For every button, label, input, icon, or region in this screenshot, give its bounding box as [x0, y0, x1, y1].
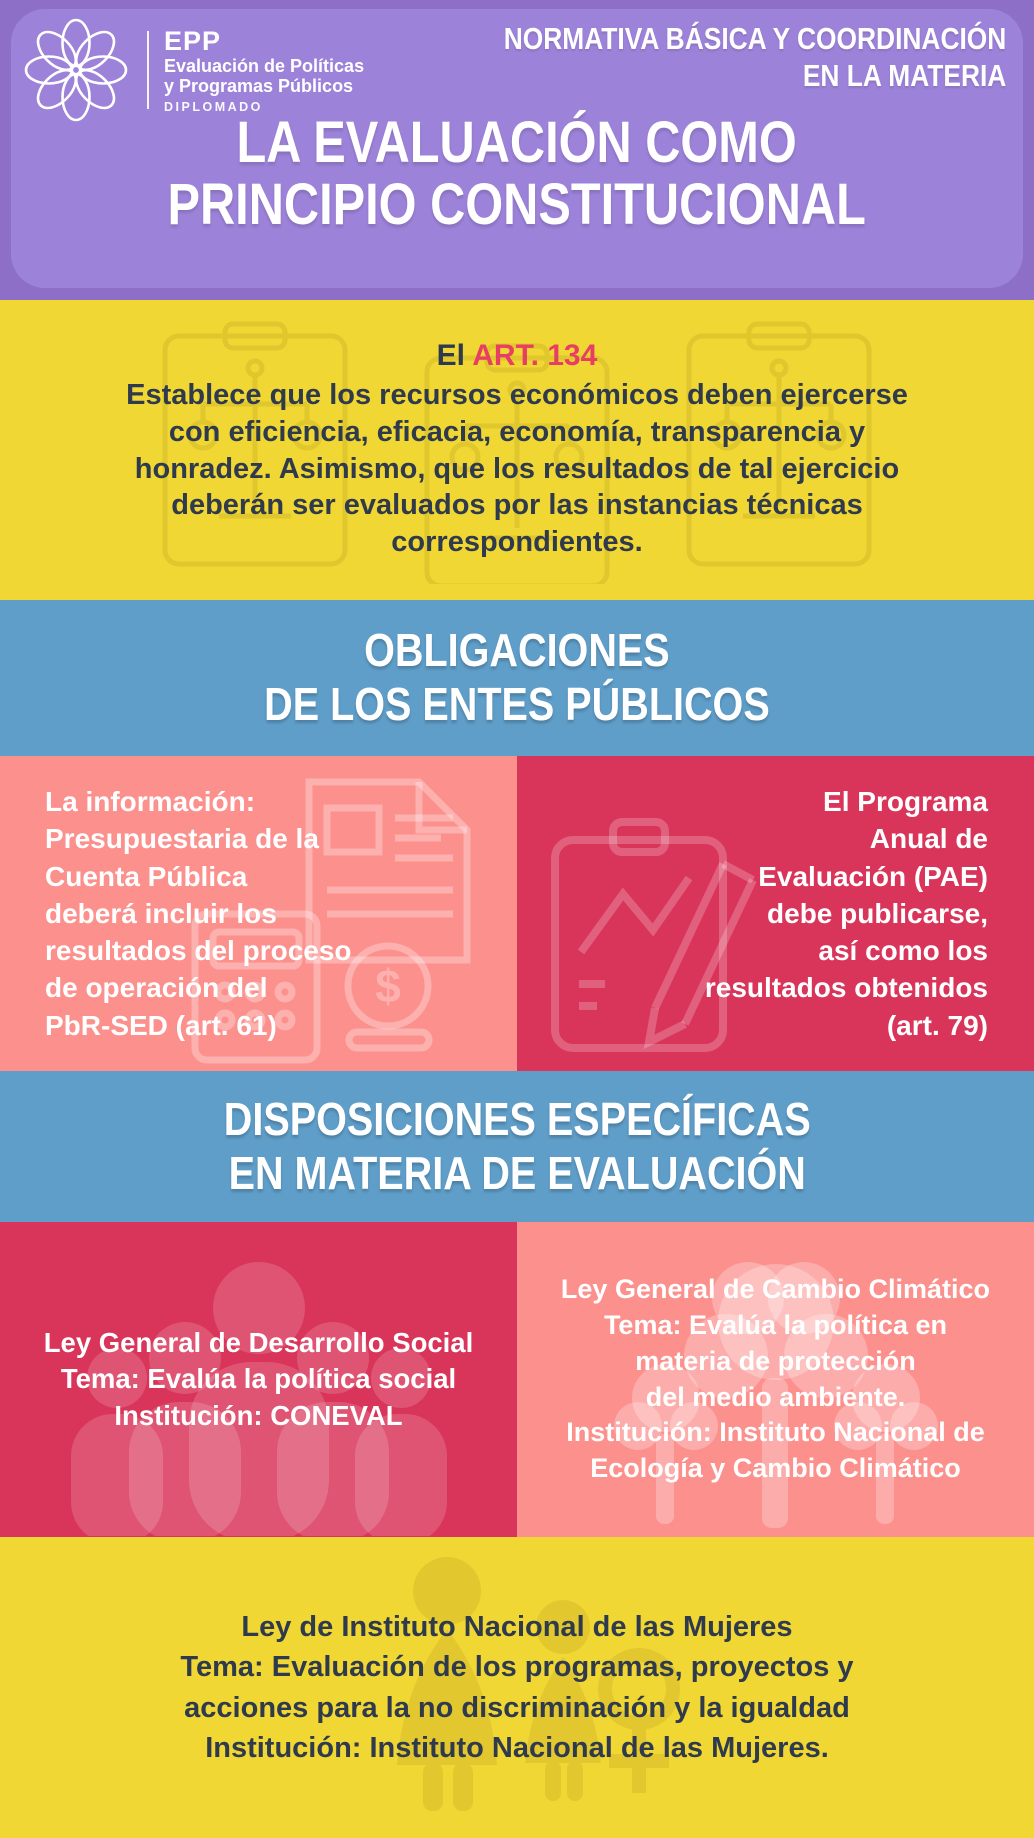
logo-subtitle: DIPLOMADO	[164, 100, 263, 115]
pae-card	[517, 756, 1034, 1071]
svg-text:$: $	[375, 960, 401, 1012]
pae-card-line: así como los	[818, 935, 988, 967]
logo-text	[164, 26, 364, 115]
title-line1: LA EVALUACIÓN COMO	[236, 110, 798, 175]
budget-card-line: resultados del proceso	[45, 935, 352, 967]
header-section	[0, 0, 1034, 300]
women-card-text	[180, 1607, 853, 1767]
title-line2: PRINCIPIO CONSTITUCIONAL	[167, 172, 867, 238]
pae-card-line: (art. 79)	[886, 1009, 988, 1041]
article-lead-prefix: El	[436, 338, 473, 372]
article-134-section	[0, 300, 1034, 600]
article-body-line: con eficiencia, eficacia, economía, transparencia y	[168, 415, 866, 448]
social-card-line: Ley General de Desarrollo Social	[43, 1326, 474, 1358]
women-card-line: Ley de Instituto Nacional de las Mujeres	[241, 1611, 793, 1644]
women-card-line: acciones para la no discriminación y la igualdad	[184, 1691, 850, 1724]
logo-name-line1: Evaluación de Políticas	[164, 55, 365, 76]
pae-card-line: El Programa	[823, 786, 988, 818]
climate-change-card	[517, 1222, 1034, 1537]
kicker-line2: EN LA MATERIA	[802, 58, 1006, 94]
dispositions-cards-row	[0, 1222, 1034, 1537]
social-card-line: Tema: Evalúa la política social	[60, 1363, 457, 1395]
climate-card-line: del medio ambiente.	[645, 1381, 906, 1412]
pae-card-line: Evaluación (PAE)	[758, 860, 988, 892]
article-body-line: honradez. Asimismo, que los resultados de tal ejercicio	[134, 452, 900, 485]
dispositions-heading	[224, 1093, 811, 1201]
logo-acronym: EPP	[164, 25, 222, 56]
budget-card-line: de operación del	[45, 972, 268, 1004]
logo-divider	[147, 31, 149, 109]
climate-card-line: materia de protección	[635, 1345, 916, 1376]
pae-card-text	[517, 783, 1034, 1044]
article-lead	[437, 339, 598, 373]
social-card-line: Institución: CONEVAL	[114, 1399, 403, 1431]
pae-card-line: debe publicarse,	[767, 897, 988, 929]
women-card-line: Institución: Instituto Nacional de las Mujeres.	[205, 1731, 829, 1764]
kicker-line1: NORMATIVA BÁSICA Y COORDINACIÓN	[503, 21, 1006, 56]
social-card-text	[0, 1325, 517, 1435]
pae-card-line: Anual de	[869, 823, 988, 855]
social-development-card	[0, 1222, 517, 1537]
article-body-line: deberán ser evaluados por las instancias técnicas	[171, 489, 863, 522]
climate-card-line: Ecología y Cambio Climático	[590, 1453, 961, 1484]
article-body	[126, 377, 908, 561]
budget-card-line: La información:	[45, 786, 256, 818]
budget-card-text	[0, 783, 517, 1044]
obligations-heading-band	[0, 600, 1034, 756]
climate-card-text	[517, 1272, 1034, 1487]
budget-card-line: PbR-SED (art. 61)	[45, 1009, 277, 1041]
women-card	[0, 1537, 1034, 1838]
logo-name-line2: y Programas Públicos	[164, 76, 354, 97]
climate-card-line: Tema: Evalúa la política en	[603, 1309, 948, 1340]
climate-card-line: Ley General de Cambio Climático	[560, 1273, 991, 1304]
obligations-heading-line1: OBLIGACIONES	[364, 624, 670, 677]
obligations-cards-row	[0, 756, 1034, 1071]
dispositions-heading-line2: EN MATERIA DE EVALUACIÓN	[228, 1146, 806, 1199]
header-kicker	[503, 20, 1006, 94]
article-body-line: correspondientes.	[391, 526, 643, 559]
budget-card-line: Cuenta Pública	[45, 860, 248, 892]
article-body-line: Establece que los recursos económicos deben ejercerse	[126, 378, 908, 411]
dispositions-heading-line1: DISPOSICIONES ESPECÍFICAS	[223, 1092, 811, 1145]
budget-card-line: deberá incluir los	[45, 897, 277, 929]
budget-card-line: Presupuestaria de la	[45, 823, 319, 855]
page-title	[0, 112, 1034, 236]
climate-card-line: Institución: Instituto Nacional de	[566, 1417, 985, 1448]
dispositions-heading-band	[0, 1071, 1034, 1222]
obligations-heading-line2: DE LOS ENTES PÚBLICOS	[264, 678, 770, 730]
women-card-line: Tema: Evaluación de los programas, proyectos y	[180, 1651, 854, 1684]
flower-logo-icon	[20, 14, 132, 126]
article-number: ART. 134	[472, 338, 598, 372]
budget-card	[0, 756, 517, 1071]
pae-card-line: resultados obtenidos	[704, 972, 988, 1004]
obligations-heading	[264, 624, 770, 732]
